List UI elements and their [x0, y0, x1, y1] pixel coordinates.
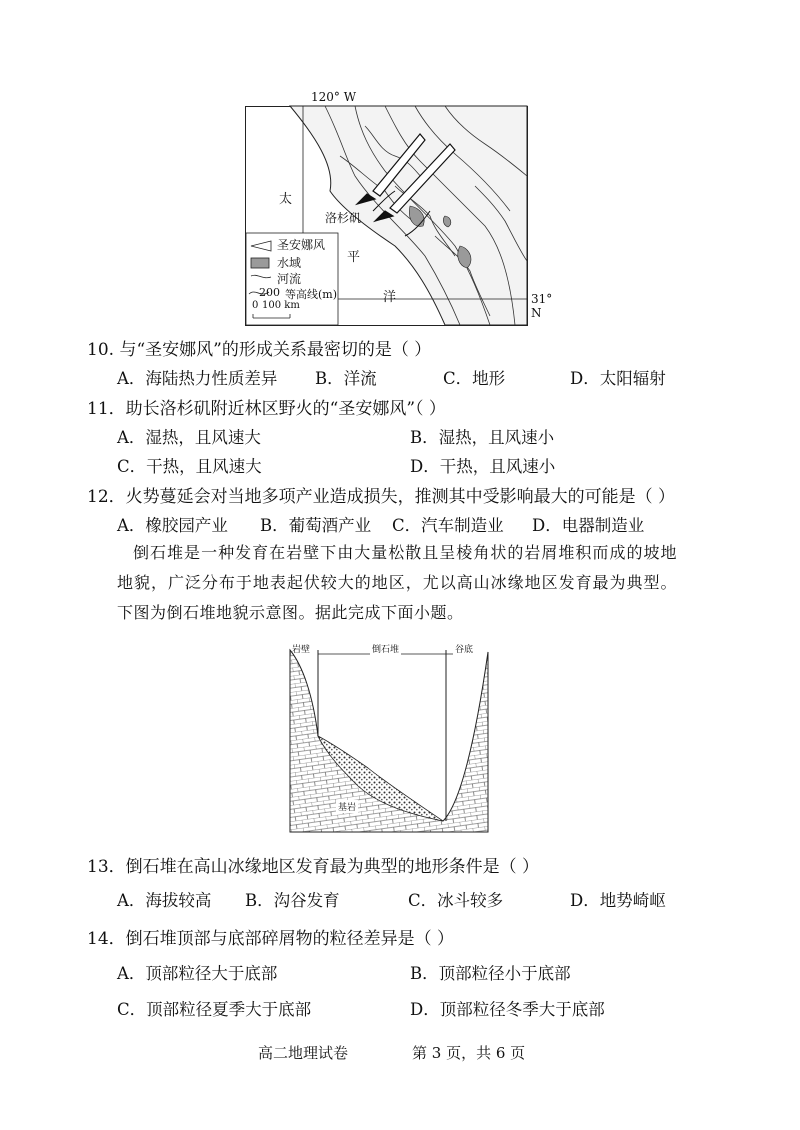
legend-contour-value: 200	[259, 286, 280, 299]
q10-option-b[interactable]: B．洋流	[315, 369, 377, 388]
q11-option-b[interactable]: B．湿热，且风速小	[410, 428, 555, 447]
q13-option-b[interactable]: B．沟谷发育	[245, 891, 340, 910]
footer-title: 高二地理试卷	[258, 1044, 349, 1062]
ocean-char-2: 平	[347, 250, 361, 265]
q10-option-a[interactable]: A．海陆热力性质差异	[117, 369, 278, 388]
ocean-char-1: 太	[279, 192, 293, 207]
talus-diagram-svg	[288, 636, 493, 836]
legend-wind-label: 圣安娜风	[277, 238, 326, 252]
legend-water-label: 水域	[277, 256, 302, 270]
q10-option-d[interactable]: D．太阳辐射	[570, 369, 666, 388]
q13-option-c[interactable]: C．冰斗较多	[408, 891, 504, 910]
longitude-label: 120° W	[311, 90, 357, 104]
legend-scale-zero: 0	[252, 300, 259, 311]
q11-option-c[interactable]: C．干热，且风速大	[117, 457, 262, 476]
question-11-stem: 11．助长洛杉矶附近林区野火的“圣安娜风”（ ）	[87, 399, 446, 419]
q12-option-c[interactable]: C．汽车制造业	[392, 516, 504, 535]
q14-option-d[interactable]: D．顶部粒径冬季大于底部	[410, 1000, 605, 1019]
talus-diagram	[288, 636, 493, 836]
label-valley-floor: 谷底	[453, 642, 475, 655]
q14-option-a[interactable]: A．顶部粒径大于底部	[117, 964, 278, 983]
q12-option-d[interactable]: D．电器制造业	[532, 516, 645, 535]
question-13-stem: 13．倒石堆在高山冰缘地区发育最为典型的地形条件是（ ）	[87, 857, 540, 877]
legend-contour-label: 等高线(m)	[285, 288, 338, 301]
q12-option-b[interactable]: B．葡萄酒产业	[260, 516, 372, 535]
legend-scale-distance: 100 km	[262, 300, 300, 311]
label-rock-wall: 岩壁	[292, 645, 311, 655]
q13-option-a[interactable]: A．海拔较高	[117, 891, 212, 910]
q11-option-d[interactable]: D．干热，且风速小	[410, 457, 556, 476]
q14-option-b[interactable]: B．顶部粒径小于底部	[410, 964, 571, 983]
label-bedrock: 基岩	[336, 800, 358, 813]
q11-option-a[interactable]: A．湿热，且风速大	[117, 428, 261, 447]
q12-option-a[interactable]: A．橡胶园产业	[117, 516, 228, 535]
question-12-stem: 12．火势蔓延会对当地多项产业造成损失，推测其中受影响最大的可能是（ ）	[87, 487, 676, 507]
legend-river-label: 河流	[277, 272, 302, 286]
map-figure	[245, 90, 553, 326]
q10-option-c[interactable]: C．地形	[443, 369, 506, 388]
city-label-los-angeles: 洛杉矶	[325, 211, 362, 225]
ocean-char-3: 洋	[383, 290, 397, 305]
question-14-stem: 14．倒石堆顶部与底部碎屑物的粒径差异是（ ）	[87, 929, 455, 949]
question-10-stem: 10. 与“圣安娜风”的形成关系最密切的是（ ）	[87, 340, 432, 360]
intro-paragraph: 倒石堆是一种发育在岩壁下由大量松散且呈棱角状的岩屑堆积而成的坡地地貌，广泛分布于地表起伏较大的地区，尤以高山冰缘地区发育最为典型。下图为倒石堆地貌示意图。据此完成下面小题。	[117, 543, 677, 622]
q13-option-d[interactable]: D．地势崎岖	[570, 891, 666, 910]
footer-page-number: 第 3 页，共 6 页	[412, 1044, 526, 1062]
latitude-label: 31° N	[531, 292, 553, 320]
q14-option-c[interactable]: C．顶部粒径夏季大于底部	[117, 1000, 312, 1019]
label-talus: 倒石堆	[370, 642, 401, 655]
